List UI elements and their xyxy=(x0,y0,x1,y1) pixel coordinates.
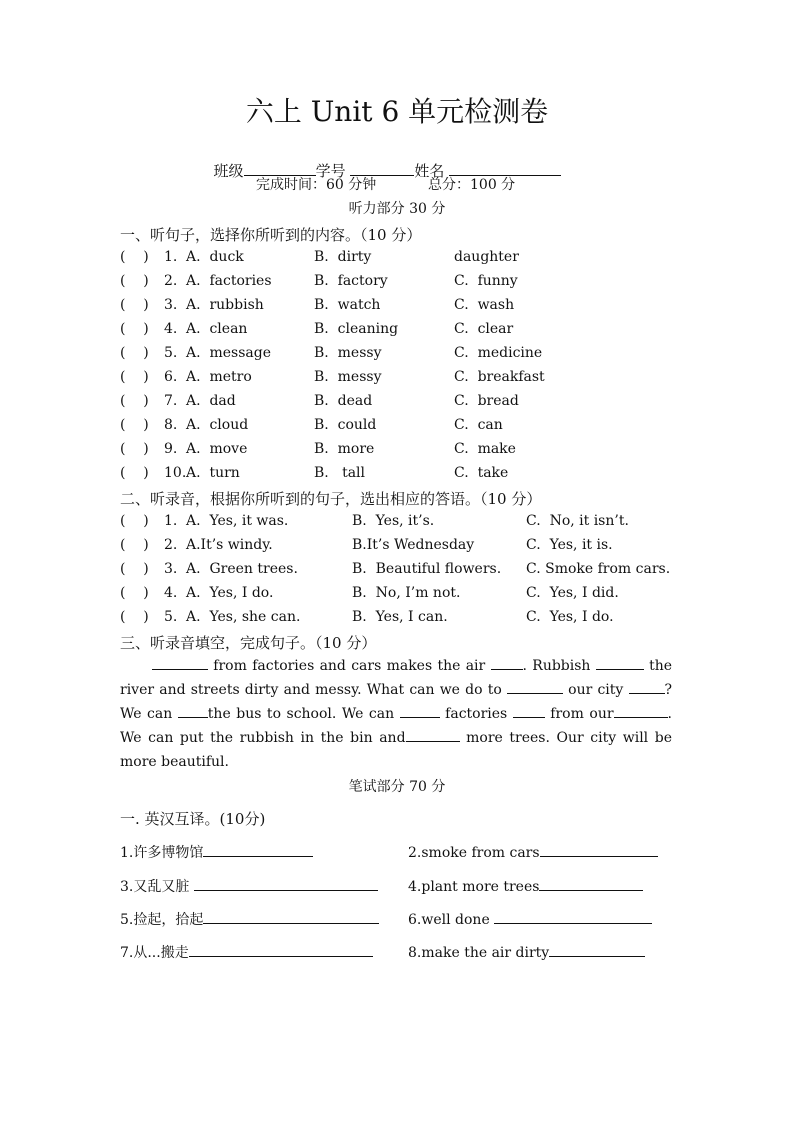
translation-item: 8.make the air dirty xyxy=(408,942,645,961)
translation-item: 1.许多博物馆 xyxy=(120,842,313,862)
option-b: B. more xyxy=(314,441,375,457)
option-c: daughter xyxy=(454,249,519,265)
fill-blank[interactable] xyxy=(400,703,440,718)
option-b: B. messy xyxy=(314,345,382,361)
answer-parentheses[interactable]: ( ) xyxy=(120,537,149,553)
option-c: C. Smoke from cars. xyxy=(526,561,671,577)
fill-blank[interactable] xyxy=(513,703,545,718)
option-b: B.It’s Wednesday xyxy=(352,537,475,553)
class-label: 班级 xyxy=(213,162,244,180)
fill-blank[interactable] xyxy=(406,727,460,742)
part2-title: 二、听录音，根据你所听到的句子，选出相应的答语。（10 分） xyxy=(120,490,542,508)
option-a: A. clean xyxy=(186,321,248,337)
option-a: A. dad xyxy=(186,393,236,409)
question-number: 1. xyxy=(164,513,178,529)
fill-blank[interactable] xyxy=(152,655,208,670)
answer-parentheses[interactable]: ( ) xyxy=(120,369,149,385)
translation-item: 6.well done xyxy=(408,909,652,928)
option-c: C. funny xyxy=(454,273,518,289)
fill-in-passage xyxy=(120,654,672,774)
answer-parentheses[interactable]: ( ) xyxy=(120,513,149,529)
question-number: 6. xyxy=(164,369,178,385)
option-b: B. dirty xyxy=(314,249,372,265)
option-c: C. clear xyxy=(454,321,514,337)
option-a: A. move xyxy=(186,441,248,457)
answer-parentheses[interactable]: ( ) xyxy=(120,297,149,313)
answer-blank[interactable] xyxy=(194,876,378,891)
option-b: B. Yes, I can. xyxy=(352,609,448,625)
option-b: B. cleaning xyxy=(314,321,399,337)
option-a: A. Yes, she can. xyxy=(186,609,301,625)
page-title: 六上 Unit 6 单元检测卷 xyxy=(245,95,549,128)
option-a: A. duck xyxy=(186,249,244,265)
answer-blank[interactable] xyxy=(549,942,645,957)
option-b: B. No, I’m not. xyxy=(352,585,461,601)
answer-parentheses[interactable]: ( ) xyxy=(120,465,149,481)
question-number: 10. xyxy=(164,465,187,481)
option-a: A. message xyxy=(186,345,271,361)
option-c: C. Yes, I do. xyxy=(526,609,614,625)
question-number: 1. xyxy=(164,249,178,265)
exam-total: 总分：100 分 xyxy=(428,177,516,193)
name-label: 姓名 xyxy=(414,162,445,180)
translation-item: 3.又乱又脏 xyxy=(120,876,378,896)
answer-parentheses[interactable]: ( ) xyxy=(120,393,149,409)
option-a: A.It’s windy. xyxy=(186,537,273,553)
option-c: C. Yes, it is. xyxy=(526,537,613,553)
question-number: 5. xyxy=(164,345,178,361)
answer-blank[interactable] xyxy=(203,909,379,924)
question-number: 8. xyxy=(164,417,178,433)
answer-blank[interactable] xyxy=(203,842,313,857)
option-b: B. Yes, it’s. xyxy=(352,513,435,529)
translation-item: 7.从...搬走 xyxy=(120,942,373,962)
answer-blank[interactable] xyxy=(539,876,643,891)
option-a: A. factories xyxy=(186,273,272,289)
passage-text: factories xyxy=(439,706,513,722)
answer-blank[interactable] xyxy=(540,842,658,857)
passage-text: the river and streets dirty and messy. What can we do to xyxy=(120,658,673,698)
fill-blank[interactable] xyxy=(629,679,665,694)
option-b: B. Beautiful flowers. xyxy=(352,561,502,577)
translation-item: 2.smoke from cars xyxy=(408,842,658,861)
passage-text: the bus to school. We can xyxy=(207,706,400,722)
question-number: 3. xyxy=(164,297,178,313)
option-a: A. Yes, I do. xyxy=(186,585,274,601)
option-c: C. breakfast xyxy=(454,369,545,385)
answer-parentheses[interactable]: ( ) xyxy=(120,345,149,361)
answer-parentheses[interactable]: ( ) xyxy=(120,273,149,289)
translation-item: 5.捡起，拾起 xyxy=(120,909,379,929)
fill-blank[interactable] xyxy=(614,703,668,718)
question-number: 4. xyxy=(164,321,178,337)
answer-parentheses[interactable]: ( ) xyxy=(120,609,149,625)
fill-blank[interactable] xyxy=(491,655,523,670)
fill-blank[interactable] xyxy=(596,655,644,670)
answer-parentheses[interactable]: ( ) xyxy=(120,417,149,433)
answer-blank[interactable] xyxy=(494,909,652,924)
translation-item: 4.plant more trees xyxy=(408,876,643,895)
option-c: C. Yes, I did. xyxy=(526,585,619,601)
part3-title: 三、听录音填空，完成句子。（10 分） xyxy=(120,634,377,652)
option-b: B. factory xyxy=(314,273,388,289)
passage-text: from factories and cars makes the air xyxy=(208,658,491,674)
answer-parentheses[interactable]: ( ) xyxy=(120,585,149,601)
answer-parentheses[interactable]: ( ) xyxy=(120,561,149,577)
passage-text: . Rubbish xyxy=(522,658,596,674)
passage-text: ?We can xyxy=(120,682,673,722)
option-c: C. make xyxy=(454,441,516,457)
passage-text: from our xyxy=(544,706,614,722)
option-a: A. metro xyxy=(186,369,252,385)
fill-blank[interactable] xyxy=(178,703,208,718)
question-number: 3. xyxy=(164,561,178,577)
question-number: 9. xyxy=(164,441,178,457)
question-number: 2. xyxy=(164,273,178,289)
translation-section-title: 一. 英汉互译。(10分) xyxy=(120,810,266,828)
option-b: B. could xyxy=(314,417,377,433)
answer-parentheses[interactable]: ( ) xyxy=(120,441,149,457)
option-c: C. bread xyxy=(454,393,519,409)
option-b: B. dead xyxy=(314,393,373,409)
option-a: A. turn xyxy=(186,465,240,481)
option-a: A. cloud xyxy=(186,417,249,433)
option-c: C. No, it isn’t. xyxy=(526,513,629,529)
option-a: A. Green trees. xyxy=(186,561,298,577)
number-label: 学号 xyxy=(315,162,346,180)
option-c: C. can xyxy=(454,417,503,433)
answer-blank[interactable] xyxy=(189,942,373,957)
question-number: 2. xyxy=(164,537,178,553)
part1-title: 一、听句子，选择你所听到的内容。（10 分） xyxy=(120,226,422,244)
question-number: 4. xyxy=(164,585,178,601)
question-number: 5. xyxy=(164,609,178,625)
passage-text: our city xyxy=(562,682,629,698)
fill-blank[interactable] xyxy=(507,679,563,694)
listening-title: 听力部分 30 分 xyxy=(348,201,446,217)
option-b: B. tall xyxy=(314,465,366,481)
written-title: 笔试部分 70 分 xyxy=(348,779,446,795)
option-c: C. take xyxy=(454,465,509,481)
exam-time: 完成时间：60 分钟 xyxy=(256,177,377,193)
passage-text: more trees. Our city will be more beautiful. xyxy=(120,730,672,770)
option-c: C. medicine xyxy=(454,345,543,361)
option-b: B. watch xyxy=(314,297,381,313)
option-c: C. wash xyxy=(454,297,515,313)
option-a: A. rubbish xyxy=(186,297,264,313)
answer-parentheses[interactable]: ( ) xyxy=(120,249,149,265)
option-b: B. messy xyxy=(314,369,382,385)
question-number: 7. xyxy=(164,393,178,409)
option-a: A. Yes, it was. xyxy=(186,513,289,529)
passage-text: . We can put the rubbish in the bin and xyxy=(120,706,672,746)
answer-parentheses[interactable]: ( ) xyxy=(120,321,149,337)
